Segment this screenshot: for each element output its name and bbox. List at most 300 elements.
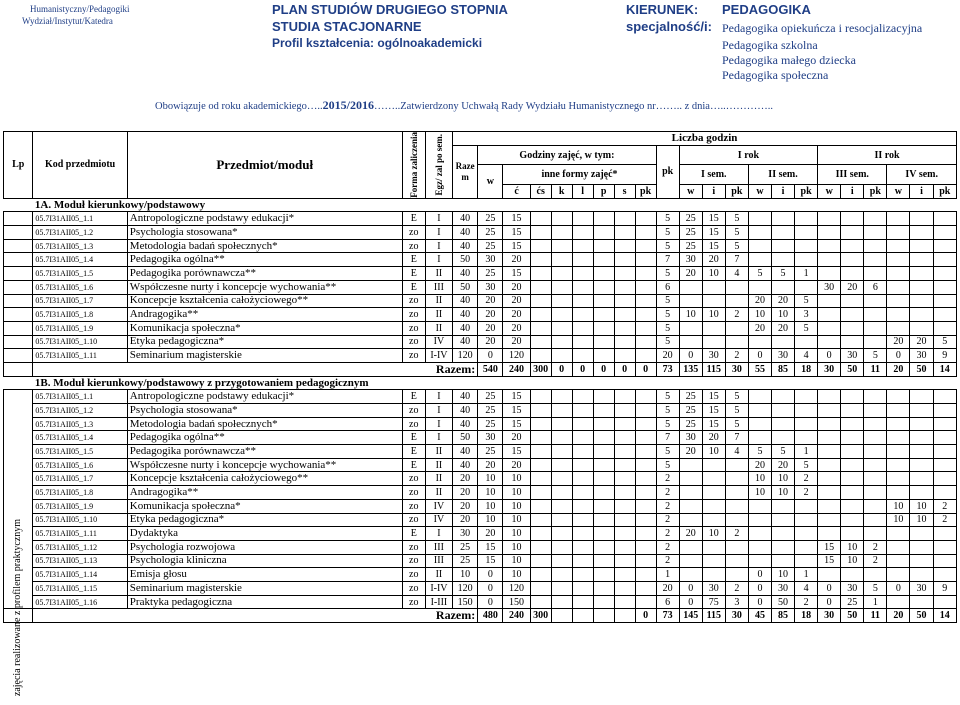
hours-cell: 2 <box>656 540 679 554</box>
hours-cell: 15 <box>478 540 503 554</box>
hours-cell <box>635 280 656 294</box>
hours-cell: I <box>425 212 452 226</box>
hours-cell <box>635 404 656 418</box>
hours-cell: 5 <box>656 458 679 472</box>
hours-cell: 40 <box>453 335 478 349</box>
hours-cell: 2 <box>725 581 748 595</box>
hours-cell <box>864 568 887 582</box>
hours-cell: 5 <box>725 226 748 240</box>
hours-cell <box>771 431 794 445</box>
hours-cell: zo <box>402 349 425 363</box>
hours-cell: 25 <box>679 390 702 404</box>
hours-cell: zo <box>402 581 425 595</box>
hours-cell <box>818 294 841 308</box>
hours-cell <box>614 486 635 500</box>
hours-cell: 10 <box>503 568 530 582</box>
hours-cell: 20 <box>503 458 530 472</box>
subject-code: 05.7I31AII05_1.5 <box>33 267 127 281</box>
hours-cell <box>887 404 910 418</box>
lp-cell <box>4 458 33 472</box>
hours-cell: 25 <box>679 417 702 431</box>
hours-cell <box>593 568 614 582</box>
sem-col-header: i <box>702 185 725 199</box>
hours-cell <box>614 458 635 472</box>
hours-cell: 50 <box>453 253 478 267</box>
hours-cell <box>530 294 551 308</box>
hours-cell <box>551 335 572 349</box>
hours-cell: 30 <box>453 527 478 541</box>
subject-name: Pedagogika porównawcza** <box>127 445 402 459</box>
hours-cell: 5 <box>795 458 818 472</box>
hours-cell <box>614 335 635 349</box>
hours-cell <box>593 294 614 308</box>
hours-cell <box>614 554 635 568</box>
total-hours-header: Raze m <box>453 145 478 198</box>
hours-cell <box>887 294 910 308</box>
hours-cell <box>771 527 794 541</box>
sem-col-header: w <box>748 185 771 199</box>
hours-cell <box>887 321 910 335</box>
hours-cell: 5 <box>656 308 679 322</box>
hours-cell <box>841 308 864 322</box>
hours-cell: III <box>425 540 452 554</box>
hours-cell <box>864 390 887 404</box>
hours-cell: 40 <box>453 294 478 308</box>
table-row <box>4 417 957 431</box>
hours-cell: 5 <box>725 390 748 404</box>
form-k-header: k <box>551 185 572 199</box>
hours-cell <box>887 595 910 609</box>
hours-cell: 20 <box>702 253 725 267</box>
hours-cell <box>702 540 725 554</box>
subject-code: 05.7I31AII05_1.14 <box>33 568 127 582</box>
hours-cell: 5 <box>748 267 771 281</box>
hours-cell <box>841 404 864 418</box>
hours-cell <box>635 486 656 500</box>
hours-cell <box>593 445 614 459</box>
hours-cell <box>679 294 702 308</box>
hours-cell <box>530 417 551 431</box>
hours-cell <box>635 499 656 513</box>
hours-cell <box>702 499 725 513</box>
hours-cell <box>702 486 725 500</box>
hours-cell <box>551 321 572 335</box>
hours-cell <box>551 472 572 486</box>
total-cell: 0 <box>551 362 572 376</box>
hours-cell <box>530 226 551 240</box>
hours-cell <box>748 527 771 541</box>
subject-name: Komunikacja społeczna* <box>127 321 402 335</box>
hours-cell <box>635 554 656 568</box>
hours-cell: 20 <box>478 458 503 472</box>
hours-cell: 20 <box>453 499 478 513</box>
total-cell: 50 <box>841 362 864 376</box>
table-row <box>4 280 957 294</box>
hours-cell: zo <box>402 404 425 418</box>
hours-cell <box>910 527 933 541</box>
hours-cell <box>635 390 656 404</box>
hours-cell <box>795 239 818 253</box>
hours-cell: 20 <box>503 321 530 335</box>
hours-cell <box>679 568 702 582</box>
hours-cell <box>841 253 864 267</box>
hours-cell <box>748 239 771 253</box>
hours-cell: 40 <box>453 458 478 472</box>
hours-cell: 30 <box>771 581 794 595</box>
lp-cell <box>4 294 33 308</box>
hours-cell <box>748 513 771 527</box>
hours-cell <box>572 404 593 418</box>
hours-cell <box>887 226 910 240</box>
form-s-header: s <box>614 185 635 199</box>
hours-cell <box>795 527 818 541</box>
hours-cell: 10 <box>478 499 503 513</box>
total-cell: 30 <box>818 609 841 623</box>
hours-cell <box>864 527 887 541</box>
hours-cell <box>725 486 748 500</box>
subject-name: Emisja głosu <box>127 568 402 582</box>
hours-cell <box>818 472 841 486</box>
hours-cell <box>635 431 656 445</box>
hours-cell <box>572 458 593 472</box>
subject-name: Metodologia badań społecznych* <box>127 239 402 253</box>
hours-cell: 15 <box>503 390 530 404</box>
hours-cell: zo <box>402 513 425 527</box>
hours-cell: 25 <box>679 239 702 253</box>
total-cell: 115 <box>702 609 725 623</box>
sem-col-header: i <box>841 185 864 199</box>
total-cell: 0 <box>572 362 593 376</box>
hours-cell <box>572 499 593 513</box>
subject-name: Komunikacja społeczna* <box>127 499 402 513</box>
table-row <box>4 486 957 500</box>
hours-cell: 75 <box>702 595 725 609</box>
hours-cell <box>841 294 864 308</box>
total-cell: 30 <box>725 362 748 376</box>
hours-cell <box>864 445 887 459</box>
hours-cell: 15 <box>818 540 841 554</box>
hours-cell <box>887 212 910 226</box>
direction-value: PEDAGOGIKA <box>722 2 811 17</box>
hours-cell: 40 <box>453 404 478 418</box>
hours-cell <box>771 253 794 267</box>
hours-cell <box>864 321 887 335</box>
hours-cell: E <box>402 390 425 404</box>
hours-cell: 25 <box>478 239 503 253</box>
hours-cell <box>530 404 551 418</box>
hours-cell <box>551 239 572 253</box>
hours-cell: 5 <box>795 321 818 335</box>
hours-cell: 5 <box>656 226 679 240</box>
hours-cell <box>841 458 864 472</box>
hours-cell <box>614 417 635 431</box>
hours-cell <box>841 472 864 486</box>
hours-cell <box>572 581 593 595</box>
hours-cell <box>635 349 656 363</box>
hours-cell <box>795 390 818 404</box>
subject-name: Pedagogika ogólna** <box>127 253 402 267</box>
hours-cell <box>593 226 614 240</box>
hours-cell <box>841 212 864 226</box>
hours-cell <box>864 472 887 486</box>
hours-cell: 10 <box>771 472 794 486</box>
hours-cell <box>530 513 551 527</box>
total-cell: 135 <box>679 362 702 376</box>
hours-cell: 15 <box>818 554 841 568</box>
hours-cell: 20 <box>841 280 864 294</box>
hours-cell <box>748 554 771 568</box>
hours-cell: 120 <box>453 581 478 595</box>
hours-cell <box>635 294 656 308</box>
table-row <box>4 390 957 404</box>
sem-col-header: pk <box>933 185 956 199</box>
hours-cell <box>887 458 910 472</box>
hours-cell <box>572 472 593 486</box>
hours-cell <box>551 595 572 609</box>
hours-cell: 0 <box>478 581 503 595</box>
subject-code: 05.7I31AII05_1.16 <box>33 595 127 609</box>
hours-cell <box>635 581 656 595</box>
form-header: Forma zaliczenia <box>402 132 425 199</box>
hours-cell: zo <box>402 321 425 335</box>
lp-header: Lp <box>4 132 33 199</box>
hours-cell: 10 <box>478 513 503 527</box>
hours-cell: 40 <box>453 226 478 240</box>
subject-name: Psychologia kliniczna <box>127 554 402 568</box>
hours-cell <box>771 404 794 418</box>
hours-cell <box>530 568 551 582</box>
study-type: STUDIA STACJONARNE <box>272 19 422 34</box>
hours-cell <box>614 226 635 240</box>
hours-cell <box>530 321 551 335</box>
hours-cell <box>841 417 864 431</box>
total-cell: 300 <box>530 362 551 376</box>
hours-cell: 20 <box>453 513 478 527</box>
hours-cell <box>841 335 864 349</box>
hours-cell: 5 <box>864 349 887 363</box>
hours-cell: 10 <box>910 499 933 513</box>
lp-cell <box>4 212 33 226</box>
hours-cell: 20 <box>503 280 530 294</box>
hours-cell: I <box>425 404 452 418</box>
lp-cell <box>4 321 33 335</box>
hours-cell: 4 <box>795 349 818 363</box>
hours-cell: 2 <box>725 308 748 322</box>
hours-cell <box>933 554 956 568</box>
subject-code: 05.7I31AII05_1.8 <box>33 486 127 500</box>
hours-cell: 30 <box>702 581 725 595</box>
subject-code: 05.7I31AII05_1.5 <box>33 445 127 459</box>
hours-cell <box>635 568 656 582</box>
hours-cell: II <box>425 458 452 472</box>
subject-name: Andragogika** <box>127 308 402 322</box>
subject-code: 05.7I31AII05_1.9 <box>33 321 127 335</box>
hours-cell <box>530 253 551 267</box>
hours-cell: E <box>402 253 425 267</box>
hours-cell: 5 <box>656 321 679 335</box>
hours-cell <box>593 417 614 431</box>
hours-cell: II <box>425 472 452 486</box>
total-cell: 14 <box>933 362 956 376</box>
hours-cell <box>593 527 614 541</box>
subject-code: 05.7I31AII05_1.2 <box>33 404 127 418</box>
lecture-header: w <box>478 165 503 198</box>
hours-cell <box>910 294 933 308</box>
hours-cell <box>614 390 635 404</box>
hours-cell: 40 <box>453 308 478 322</box>
hours-cell <box>771 226 794 240</box>
specialty-item: Pedagogika szkolna <box>722 38 818 52</box>
lp-cell <box>4 472 33 486</box>
table-row <box>4 431 957 445</box>
hours-cell: 6 <box>656 595 679 609</box>
hours-cell: 20 <box>503 308 530 322</box>
hours-cell <box>818 431 841 445</box>
hours-cell <box>933 308 956 322</box>
hours-cell <box>818 321 841 335</box>
hours-cell <box>679 280 702 294</box>
hours-cell <box>933 540 956 554</box>
hours-cell: zo <box>402 595 425 609</box>
subject-code: 05.7I31AII05_1.15 <box>33 581 127 595</box>
total-cell: 11 <box>864 609 887 623</box>
hours-cell: 5 <box>656 335 679 349</box>
hours-cell <box>887 253 910 267</box>
hours-cell <box>887 527 910 541</box>
hours-cell: 0 <box>818 581 841 595</box>
hours-cell <box>933 527 956 541</box>
hours-cell: 10 <box>679 308 702 322</box>
hours-cell <box>593 239 614 253</box>
hours-cell <box>933 239 956 253</box>
hours-cell: 5 <box>656 212 679 226</box>
hours-cell <box>635 445 656 459</box>
hours-cell: 20 <box>679 267 702 281</box>
hours-cell: 7 <box>656 253 679 267</box>
hours-cell <box>910 458 933 472</box>
subject-code: 05.7I31AII05_1.6 <box>33 458 127 472</box>
hours-cell: 20 <box>503 294 530 308</box>
lp-cell <box>4 226 33 240</box>
hours-cell <box>887 239 910 253</box>
sem-col-header: w <box>818 185 841 199</box>
hours-cell <box>887 417 910 431</box>
total-cell: 115 <box>702 362 725 376</box>
hours-cell <box>702 280 725 294</box>
section-header <box>4 198 957 212</box>
year-2-header: II rok <box>818 145 957 165</box>
hours-cell <box>864 308 887 322</box>
hours-cell <box>887 445 910 459</box>
hours-cell <box>771 390 794 404</box>
direction-label: KIERUNEK: <box>626 2 699 17</box>
hours-cell: 7 <box>656 431 679 445</box>
hours-cell <box>679 540 702 554</box>
hours-cell: zo <box>402 417 425 431</box>
hours-cell: 10 <box>503 554 530 568</box>
hours-cell <box>818 568 841 582</box>
hours-cell: II <box>425 445 452 459</box>
sem-1-header: I sem. <box>679 165 748 185</box>
hours-cell <box>572 239 593 253</box>
hours-cell <box>679 486 702 500</box>
table-row <box>4 527 957 541</box>
hours-cell <box>530 349 551 363</box>
hours-cell: zo <box>402 540 425 554</box>
hours-cell <box>864 253 887 267</box>
hours-cell: I-IV <box>425 581 452 595</box>
hours-cell: 9 <box>933 581 956 595</box>
table-row <box>4 335 957 349</box>
hours-header: Liczba godzin <box>453 132 957 146</box>
hours-cell: 10 <box>910 513 933 527</box>
hours-cell <box>572 226 593 240</box>
hours-cell <box>725 472 748 486</box>
hours-cell: zo <box>402 226 425 240</box>
specialty-item: Pedagogika społeczna <box>722 68 829 82</box>
hours-cell: II <box>425 294 452 308</box>
hours-cell <box>572 445 593 459</box>
plan-title: PLAN STUDIÓW DRUGIEGO STOPNIA <box>272 2 508 17</box>
total-cell: 20 <box>887 362 910 376</box>
total-cell: 240 <box>503 609 530 623</box>
hours-cell <box>530 595 551 609</box>
hours-cell: E <box>402 267 425 281</box>
total-cell: 18 <box>795 609 818 623</box>
hours-cell <box>887 267 910 281</box>
hours-cell: 10 <box>841 554 864 568</box>
subject-name: Współczesne nurty i koncepcje wychowania** <box>127 458 402 472</box>
hours-cell <box>635 267 656 281</box>
hours-cell <box>841 527 864 541</box>
hours-cell <box>530 267 551 281</box>
hours-cell <box>910 540 933 554</box>
total-cell: 50 <box>910 609 933 623</box>
table-row <box>4 595 957 609</box>
hours-cell: 20 <box>478 321 503 335</box>
hours-cell <box>572 308 593 322</box>
hours-cell: 10 <box>503 540 530 554</box>
hours-cell: 5 <box>725 212 748 226</box>
hours-cell: 30 <box>679 253 702 267</box>
sem-3-header: III sem. <box>818 165 887 185</box>
hours-cell: 4 <box>795 581 818 595</box>
hours-cell <box>725 335 748 349</box>
hours-cell <box>635 308 656 322</box>
hours-cell <box>572 568 593 582</box>
hours-cell <box>771 540 794 554</box>
hours-cell: I <box>425 239 452 253</box>
hours-cell <box>841 499 864 513</box>
hours-cell: 20 <box>748 294 771 308</box>
hours-cell <box>910 390 933 404</box>
hours-cell: 10 <box>503 472 530 486</box>
hours-cell <box>702 554 725 568</box>
hours-cell <box>530 212 551 226</box>
hours-cell <box>933 595 956 609</box>
hours-cell: 0 <box>679 349 702 363</box>
hours-cell: 1 <box>795 445 818 459</box>
hours-cell <box>933 321 956 335</box>
hours-cell <box>818 390 841 404</box>
hours-cell: 2 <box>725 349 748 363</box>
hours-cell <box>748 431 771 445</box>
hours-cell: 6 <box>656 280 679 294</box>
hours-cell <box>910 321 933 335</box>
hours-cell <box>818 335 841 349</box>
hours-cell: 25 <box>841 595 864 609</box>
hours-cell: 5 <box>725 239 748 253</box>
